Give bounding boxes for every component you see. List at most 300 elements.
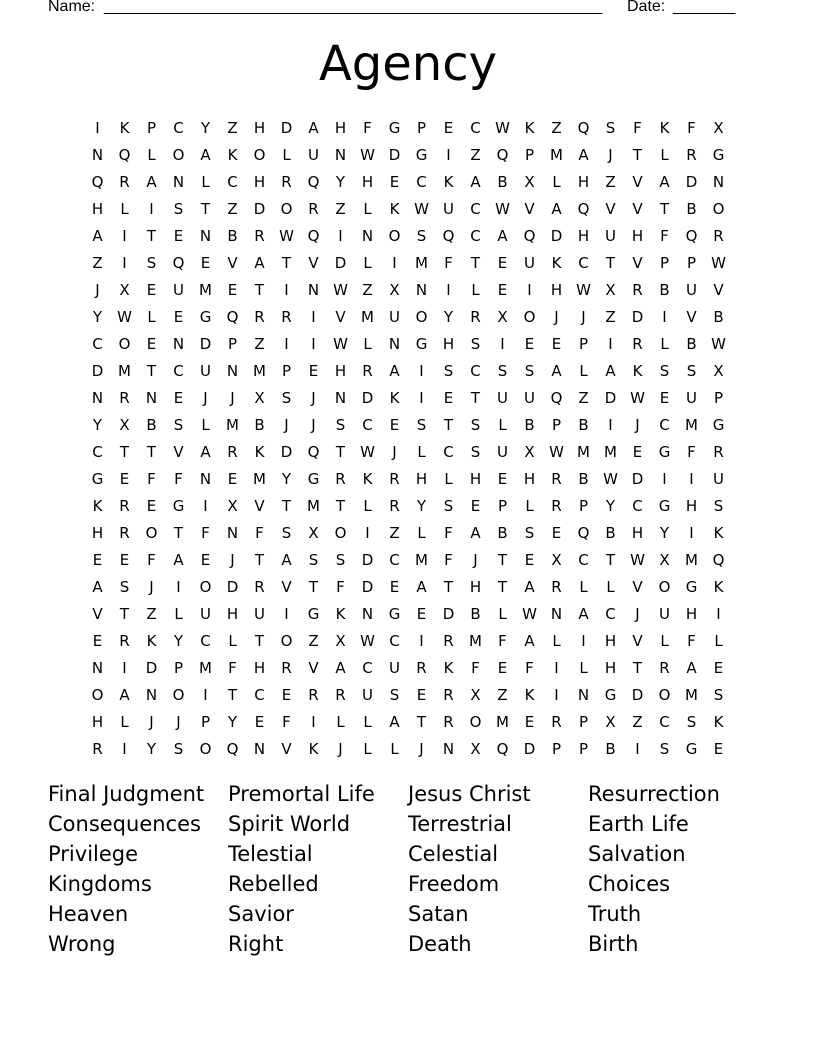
grid-cell: F (687, 118, 696, 137)
grid-cell: S (659, 739, 670, 758)
grid-cell: L (579, 577, 588, 596)
grid-cell: I (95, 118, 100, 137)
grid-cell: V (524, 199, 535, 218)
grid-cell: M (685, 685, 698, 704)
grid-cell: E (92, 550, 103, 569)
grid-cell: C (470, 118, 481, 137)
grid-cell: B (659, 280, 670, 299)
grid-cell: A (470, 172, 481, 191)
grid-cell: Z (578, 388, 589, 407)
grid-cell: R (362, 361, 373, 380)
grid-cell: Z (497, 685, 508, 704)
grid-cell: J (149, 712, 154, 731)
grid-cell: T (470, 253, 481, 272)
grid-cell: T (173, 523, 184, 542)
grid-cell: H (226, 604, 239, 623)
grid-cell: H (550, 280, 563, 299)
grid-cell: I (311, 307, 316, 326)
grid-cell: K (146, 631, 157, 650)
grid-cell: S (173, 199, 184, 218)
grid-cell: L (579, 361, 588, 380)
grid-cell: J (149, 577, 154, 596)
grid-cell: H (523, 469, 536, 488)
grid-cell: M (253, 469, 266, 488)
grid-cell: D (361, 577, 374, 596)
grid-cell: U (497, 388, 508, 407)
word-list-item: Satan (408, 902, 469, 926)
grid-cell: T (146, 226, 157, 245)
grid-cell: I (689, 469, 694, 488)
grid-cell: I (338, 226, 343, 245)
grid-cell: V (92, 604, 103, 623)
grid-cell: T (632, 658, 643, 677)
grid-cell: I (554, 685, 559, 704)
grid-cell: I (446, 280, 451, 299)
grid-cell: L (174, 604, 183, 623)
grid-cell: J (230, 550, 235, 569)
word-list-item: Right (228, 932, 284, 956)
grid-cell: I (419, 631, 424, 650)
grid-cell: G (199, 307, 212, 326)
grid-cell: C (578, 550, 589, 569)
grid-cell: I (122, 226, 127, 245)
grid-cell: N (307, 280, 320, 299)
grid-cell: E (470, 496, 481, 515)
grid-cell: S (443, 496, 454, 515)
grid-cell: B (686, 334, 697, 353)
grid-cell: O (415, 307, 428, 326)
grid-cell: D (361, 388, 374, 407)
grid-cell: R (551, 469, 562, 488)
grid-cell: H (469, 577, 482, 596)
grid-cell: B (713, 307, 724, 326)
grid-cell: A (578, 604, 589, 623)
grid-cell: S (524, 361, 535, 380)
grid-cell: P (551, 739, 562, 758)
grid-cell: D (631, 469, 644, 488)
grid-cell: G (685, 739, 698, 758)
grid-cell: L (363, 496, 372, 515)
grid-cell: S (119, 577, 130, 596)
grid-cell: Y (281, 469, 292, 488)
grid-cell: H (685, 496, 698, 515)
grid-cell: E (524, 334, 535, 353)
grid-cell: Y (659, 523, 670, 542)
grid-cell: D (442, 604, 455, 623)
grid-cell: Z (227, 199, 238, 218)
grid-cell: K (389, 388, 400, 407)
grid-cell: X (605, 280, 616, 299)
grid-cell: Z (632, 712, 643, 731)
grid-cell: C (200, 631, 211, 650)
grid-cell: N (226, 523, 239, 542)
grid-cell: H (442, 334, 455, 353)
grid-cell: L (525, 496, 534, 515)
grid-cell: I (689, 523, 694, 542)
grid-cell: G (604, 685, 617, 704)
grid-cell: R (119, 388, 130, 407)
word-list-item: Earth Life (588, 812, 689, 836)
grid-cell: B (254, 415, 265, 434)
grid-cell: I (149, 199, 154, 218)
grid-cell: T (254, 550, 265, 569)
grid-cell: U (524, 388, 535, 407)
grid-cell: G (91, 469, 104, 488)
grid-cell: C (92, 334, 103, 353)
grid-cell: M (307, 496, 320, 515)
grid-cell: J (473, 550, 478, 569)
grid-cell: J (554, 307, 559, 326)
grid-cell: R (632, 280, 643, 299)
word-list-item: Freedom (408, 872, 500, 896)
grid-cell: W (495, 118, 510, 137)
grid-cell: Q (226, 739, 239, 758)
grid-cell: C (443, 442, 454, 461)
grid-cell: H (253, 172, 266, 191)
grid-cell: A (605, 361, 616, 380)
grid-cell: A (416, 577, 427, 596)
word-list-item: Terrestrial (408, 812, 512, 836)
grid-cell: A (578, 145, 589, 164)
grid-cell: Q (577, 523, 590, 542)
grid-cell: D (361, 550, 374, 569)
grid-cell: I (122, 253, 127, 272)
word-list-item: Rebelled (228, 872, 319, 896)
grid-cell: Q (712, 550, 725, 569)
grid-cell: X (713, 118, 724, 137)
grid-cell: P (497, 496, 508, 515)
grid-cell: E (551, 523, 562, 542)
grid-cell: E (416, 604, 427, 623)
grid-cell: S (416, 226, 427, 245)
grid-cell: Y (200, 118, 211, 137)
grid-cell: D (226, 577, 239, 596)
grid-cell: L (471, 280, 480, 299)
grid-cell: G (388, 604, 401, 623)
grid-cell: E (389, 577, 400, 596)
grid-cell: V (335, 307, 346, 326)
grid-cell: R (389, 496, 400, 515)
grid-cell: E (524, 712, 535, 731)
grid-cell: X (659, 550, 670, 569)
grid-cell: H (685, 604, 698, 623)
grid-cell: Y (146, 739, 157, 758)
grid-cell: B (497, 172, 508, 191)
grid-cell: F (147, 469, 156, 488)
grid-cell: T (443, 415, 454, 434)
grid-cell: E (173, 307, 184, 326)
grid-cell: U (605, 226, 616, 245)
grid-cell: L (714, 631, 723, 650)
grid-cell: L (363, 712, 372, 731)
grid-cell: A (389, 361, 400, 380)
grid-cell: U (173, 280, 184, 299)
grid-cell: E (551, 334, 562, 353)
grid-cell: V (254, 496, 265, 515)
grid-cell: A (470, 523, 481, 542)
grid-cell: T (605, 550, 616, 569)
grid-cell: H (604, 631, 617, 650)
grid-cell: W (279, 226, 294, 245)
grid-cell: I (527, 280, 532, 299)
grid-cell: A (146, 172, 157, 191)
grid-cell: K (524, 118, 535, 137)
grid-cell: O (523, 307, 536, 326)
grid-cell: D (523, 739, 536, 758)
grid-cell: O (280, 199, 293, 218)
grid-cell: M (604, 442, 617, 461)
grid-cell: K (227, 145, 238, 164)
grid-cell: L (498, 415, 507, 434)
grid-cell: V (281, 739, 292, 758)
word-list-item: Privilege (48, 842, 139, 866)
grid-cell: A (659, 172, 670, 191)
grid-cell: D (145, 658, 158, 677)
grid-cell: Q (550, 388, 563, 407)
grid-cell: V (632, 631, 643, 650)
grid-cell: N (361, 226, 374, 245)
word-list-item: Consequences (48, 812, 201, 836)
grid-cell: N (91, 388, 104, 407)
grid-cell: R (713, 226, 724, 245)
grid-cell: C (389, 631, 400, 650)
grid-cell: N (334, 388, 347, 407)
grid-cell: A (686, 658, 697, 677)
grid-cell: S (713, 496, 724, 515)
grid-cell: X (470, 739, 481, 758)
letter-grid (84, 114, 732, 762)
grid-cell: R (281, 307, 292, 326)
grid-cell: I (419, 388, 424, 407)
grid-cell: J (95, 280, 100, 299)
grid-cell: Q (307, 172, 320, 191)
grid-cell: N (253, 739, 266, 758)
grid-cell: D (550, 226, 563, 245)
grid-cell: F (444, 550, 453, 569)
grid-cell: M (415, 550, 428, 569)
grid-cell: S (416, 415, 427, 434)
grid-cell: E (119, 469, 130, 488)
grid-cell: L (579, 658, 588, 677)
grid-cell: Y (416, 496, 427, 515)
grid-cell: H (253, 658, 266, 677)
grid-cell: I (122, 739, 127, 758)
grid-cell: U (713, 469, 724, 488)
grid-cell: M (685, 415, 698, 434)
grid-cell: J (581, 307, 586, 326)
grid-cell: K (389, 199, 400, 218)
grid-cell: W (360, 442, 375, 461)
grid-cell: T (497, 577, 508, 596)
grid-cell: I (608, 415, 613, 434)
grid-cell: J (635, 415, 640, 434)
grid-cell: R (443, 685, 454, 704)
grid-cell: L (552, 172, 561, 191)
grid-cell: Q (523, 226, 536, 245)
grid-cell: B (605, 523, 616, 542)
grid-cell: L (120, 712, 129, 731)
grid-cell: R (254, 577, 265, 596)
grid-cell: T (254, 280, 265, 299)
grid-cell: B (227, 226, 238, 245)
grid-cell: L (363, 739, 372, 758)
grid-cell: C (578, 253, 589, 272)
grid-cell: R (551, 577, 562, 596)
grid-cell: G (388, 118, 401, 137)
grid-cell: I (446, 145, 451, 164)
word-list-item: Final Judgment (48, 782, 205, 806)
grid-cell: N (172, 334, 185, 353)
grid-cell: X (524, 442, 535, 461)
grid-cell: G (307, 604, 320, 623)
word-list-item: Birth (588, 932, 639, 956)
grid-cell: E (497, 658, 508, 677)
grid-cell: U (443, 199, 454, 218)
grid-cell: I (608, 334, 613, 353)
grid-cell: F (444, 523, 453, 542)
grid-cell: N (91, 658, 104, 677)
grid-cell: T (227, 685, 238, 704)
grid-cell: J (608, 145, 613, 164)
grid-cell: S (605, 118, 616, 137)
grid-cell: N (442, 739, 455, 758)
grid-cell: O (91, 685, 104, 704)
grid-cell: W (522, 604, 537, 623)
grid-cell: W (360, 631, 375, 650)
grid-cell: T (146, 442, 157, 461)
grid-cell: R (308, 199, 319, 218)
date-line: _______ (673, 0, 736, 15)
grid-cell: O (199, 739, 212, 758)
grid-cell: M (685, 550, 698, 569)
grid-cell: C (416, 172, 427, 191)
grid-cell: P (227, 334, 238, 353)
grid-cell: H (91, 199, 104, 218)
grid-cell: L (660, 334, 669, 353)
grid-cell: Y (173, 631, 184, 650)
grid-cell: M (199, 280, 212, 299)
grid-cell: W (630, 388, 645, 407)
grid-cell: B (578, 469, 589, 488)
grid-cell: H (631, 523, 644, 542)
grid-cell: F (444, 253, 453, 272)
grid-cell: A (551, 199, 562, 218)
grid-cell: N (199, 226, 212, 245)
grid-cell: B (605, 739, 616, 758)
grid-cell: M (550, 145, 563, 164)
word-list-item: Heaven (48, 902, 129, 926)
grid-cell: M (577, 442, 590, 461)
grid-cell: L (363, 199, 372, 218)
grid-cell: T (335, 442, 346, 461)
grid-cell: J (635, 604, 640, 623)
word-list-item: Telestial (228, 842, 313, 866)
grid-cell: G (685, 577, 698, 596)
grid-cell: X (524, 172, 535, 191)
grid-cell: G (307, 469, 320, 488)
grid-cell: E (443, 118, 454, 137)
grid-cell: V (713, 280, 724, 299)
grid-cell: Q (307, 226, 320, 245)
grid-cell: P (713, 388, 724, 407)
grid-cell: Z (362, 280, 373, 299)
grid-cell: F (525, 658, 534, 677)
grid-cell: T (416, 712, 427, 731)
grid-cell: X (470, 685, 481, 704)
grid-cell: Z (254, 334, 265, 353)
grid-cell: S (470, 334, 481, 353)
grid-cell: B (470, 604, 481, 623)
grid-cell: P (173, 658, 184, 677)
grid-cell: R (119, 496, 130, 515)
grid-cell: V (308, 658, 319, 677)
grid-cell: M (469, 631, 482, 650)
grid-cell: W (576, 280, 591, 299)
grid-cell: C (659, 415, 670, 434)
grid-cell: A (92, 226, 103, 245)
grid-cell: Z (389, 523, 400, 542)
grid-cell: F (201, 523, 210, 542)
grid-cell: E (713, 739, 724, 758)
grid-cell: S (173, 415, 184, 434)
grid-cell: K (713, 523, 724, 542)
grid-cell: J (338, 739, 343, 758)
grid-cell: R (416, 658, 427, 677)
grid-cell: X (119, 415, 130, 434)
grid-cell: G (658, 496, 671, 515)
page-title: Agency (318, 36, 498, 92)
grid-cell: E (146, 280, 157, 299)
grid-cell: F (687, 631, 696, 650)
grid-cell: Z (551, 118, 562, 137)
grid-cell: E (524, 550, 535, 569)
grid-cell: P (416, 118, 427, 137)
grid-cell: M (199, 658, 212, 677)
grid-cell: K (362, 469, 373, 488)
grid-cell: E (173, 388, 184, 407)
grid-cell: A (119, 685, 130, 704)
grid-cell: I (392, 253, 397, 272)
grid-cell: Y (443, 307, 454, 326)
grid-cell: S (686, 361, 697, 380)
grid-cell: C (173, 361, 184, 380)
grid-cell: X (119, 280, 130, 299)
grid-cell: P (200, 712, 211, 731)
grid-cell: U (686, 388, 697, 407)
grid-cell: K (254, 442, 265, 461)
grid-cell: R (254, 226, 265, 245)
grid-cell: U (389, 658, 400, 677)
grid-cell: A (551, 361, 562, 380)
grid-cell: C (362, 658, 373, 677)
grid-cell: M (361, 307, 374, 326)
word-list-item: Wrong (48, 932, 116, 956)
grid-cell: A (497, 226, 508, 245)
grid-cell: D (199, 334, 212, 353)
grid-cell: D (604, 388, 617, 407)
grid-cell: P (578, 712, 589, 731)
grid-cell: O (712, 199, 725, 218)
grid-cell: L (282, 145, 291, 164)
grid-cell: A (524, 631, 535, 650)
grid-cell: S (308, 550, 319, 569)
grid-cell: O (469, 712, 482, 731)
grid-cell: P (146, 118, 157, 137)
grid-cell: T (632, 145, 643, 164)
word-list-item: Kingdoms (48, 872, 152, 896)
grid-cell: I (365, 523, 370, 542)
grid-cell: D (280, 118, 293, 137)
